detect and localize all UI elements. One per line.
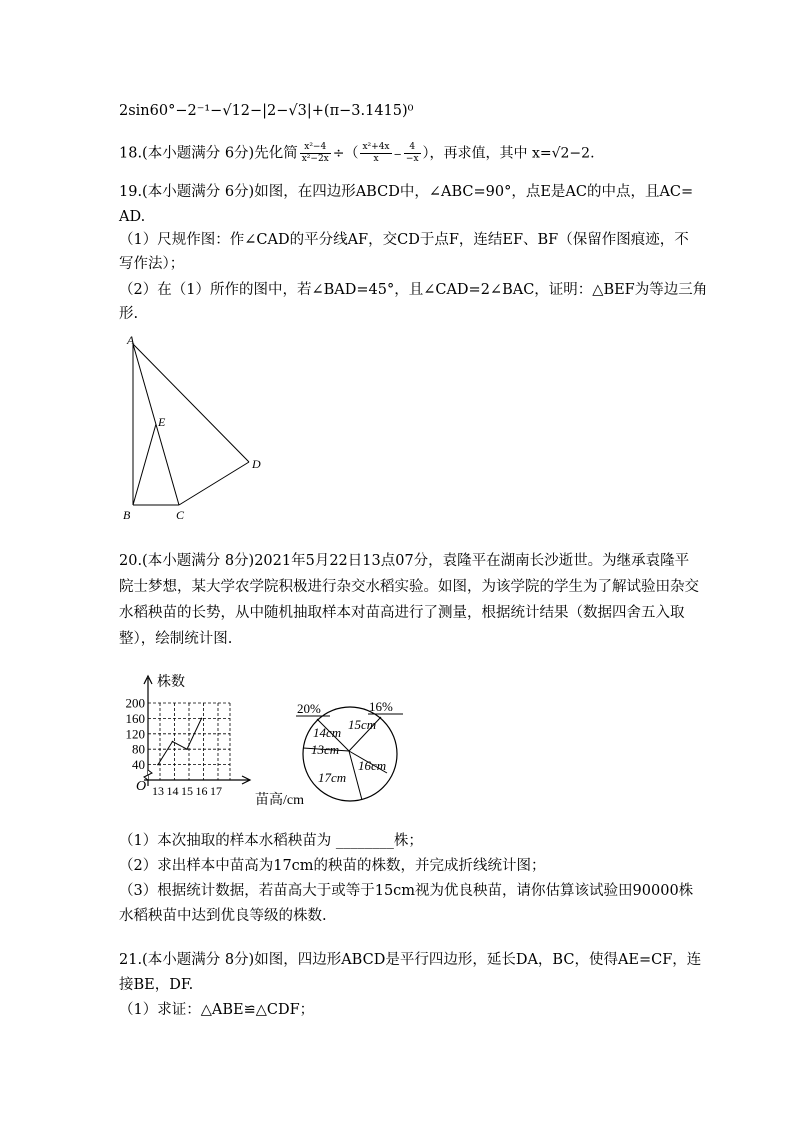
q21-line2: 接BE，DF. — [119, 977, 194, 993]
series-line — [158, 718, 202, 764]
q18-frac1-den: x²−2x — [301, 154, 329, 164]
q18-frac2-den: x — [373, 154, 379, 164]
label-E: E — [158, 415, 166, 429]
data-point — [172, 741, 174, 743]
label-D: D — [252, 457, 261, 471]
q18-text — [119, 142, 595, 166]
q20-line4: 整），绘制统计图. — [119, 631, 233, 647]
q20-line-chart — [115, 668, 315, 813]
q19-part2b: 形. — [119, 306, 139, 322]
pie-labels — [296, 699, 403, 785]
line-chart-origin: O — [136, 779, 147, 794]
q20-q3a: （3）根据统计数据，若苗高大于或等于15cm视为优良秧苗，请你估算该试验田90000株 — [119, 883, 694, 899]
label-C: C — [176, 508, 185, 522]
q19-line1: 19.(本小题满分 6分)如图，在四边形ABCD中，∠ABC=90°，点E是AC的中点，且AC= — [119, 184, 694, 200]
q19-line2: AD. — [119, 209, 146, 225]
pie-slice-label: 15cm — [348, 717, 377, 732]
q19-part2a: （2）在（1）所作的图中，若∠BAD=45°，且∠CAD=2∠BAC，证明：△BEF为等边三角 — [119, 282, 708, 298]
pie-annotation: 20% — [297, 701, 321, 716]
q17-expression: 2sin60°−2⁻¹−√12−|2−√3|+(π−3.1415)⁰ — [119, 103, 414, 119]
q18-div: ÷（ — [332, 145, 359, 162]
y-tick-label: 80 — [132, 741, 145, 757]
pie-annotation: 16% — [369, 699, 393, 714]
pie-slice-label: 17cm — [318, 770, 347, 785]
q18-frac2 — [360, 142, 391, 165]
q20-q2: （2）求出样本中苗高为17cm的秧苗的株数，并完成折线统计图； — [119, 858, 546, 874]
x-tick-label: 17 — [210, 784, 222, 798]
q20-q1: （1）本次抽取的样本水稻秧苗为 ________株； — [119, 833, 423, 849]
line-chart-grid — [148, 703, 230, 780]
pie-slice-label: 16cm — [358, 758, 387, 773]
data-point — [201, 718, 203, 720]
q18-frac1-num: x²−4 — [300, 142, 331, 154]
q18-frac2-num: x²+4x — [362, 142, 390, 152]
q20-q3b: 水稻秧苗中达到优良等级的株数. — [119, 908, 327, 924]
q18-frac1 — [300, 142, 331, 165]
segment-CD — [179, 462, 249, 505]
y-tick-label: 120 — [125, 726, 145, 742]
q20-line2: 院士梦想，某大学农学院积极进行杂交水稻实验。如图，为该学院的学生为了解试验田杂交 — [119, 579, 699, 595]
line-chart-ylabel: 株数 — [157, 675, 185, 690]
y-tick-label: 40 — [132, 757, 145, 773]
line-chart-xlabel: 苗高/cm — [255, 793, 304, 808]
q18-frac3-num: 4 — [404, 142, 421, 154]
q18-frac3-den: −x — [405, 154, 419, 164]
y-tick-label: 160 — [125, 710, 145, 726]
q21-line1: 21.(本小题满分 8分)如图，四边形ABCD是平行四边形，延长DA，BC，使得AE=CF，连 — [119, 952, 702, 968]
q18-frac3 — [404, 142, 421, 165]
q19-geometry-figure — [110, 330, 280, 530]
x-tick-label: 14 — [166, 784, 179, 798]
q21-q1: （1）求证：△ABE≌△CDF； — [119, 1002, 315, 1018]
x-tick-label: 15 — [181, 784, 193, 798]
label-B: B — [123, 508, 131, 522]
q18-prefix: 18.(本小题满分 6分)先化简 — [119, 145, 298, 162]
data-point — [186, 748, 188, 750]
x-tick-label: 16 — [195, 784, 208, 798]
y-tick-label: 200 — [125, 695, 145, 711]
segment-BE — [133, 424, 156, 505]
q18-suffix: ），再求值，其中 x=√2−2. — [422, 145, 595, 162]
x-tick-label: 13 — [152, 784, 164, 798]
line-chart-series — [157, 718, 202, 766]
q20-line1: 20.(本小题满分 8分)2021年5月22日13点07分，袁隆平在湖南长沙逝世。为继承袁隆平 — [119, 553, 690, 569]
label-A: A — [127, 333, 135, 347]
pie-slice-label: 14cm — [313, 725, 342, 740]
q20-pie-chart — [290, 690, 410, 805]
q20-line3: 水稻秧苗的长势，从中随机抽取样本对苗高进行了测量，根据统计结果（数据四舍五入取 — [119, 605, 685, 621]
data-point — [157, 764, 159, 766]
q19-part1a: （1）尺规作图：作∠CAD的平分线AF，交CD于点F，连结EF、BF（保留作图痕迹，不 — [119, 232, 689, 248]
q18-minus: − — [393, 149, 402, 161]
q19-part1b: 写作法）； — [119, 256, 185, 272]
pie-slice-label: 13cm — [311, 742, 340, 757]
